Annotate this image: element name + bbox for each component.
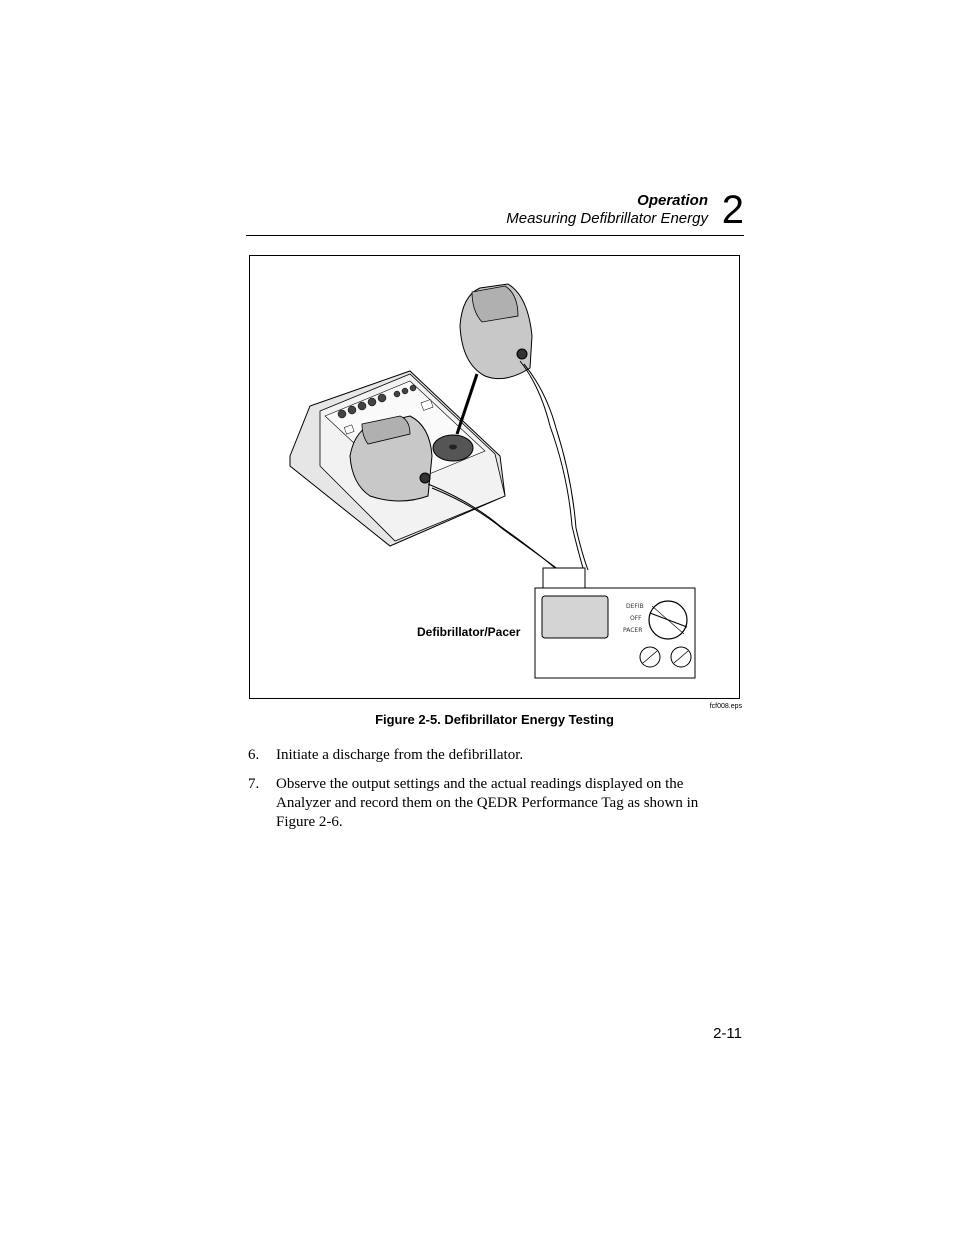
dial-label-defib: DEFIB bbox=[626, 603, 644, 610]
device-callout-label: Defibrillator/Pacer bbox=[417, 625, 521, 639]
page-number: 2-11 bbox=[713, 1025, 742, 1042]
procedure-steps bbox=[248, 746, 724, 842]
lower-paddle bbox=[350, 416, 432, 501]
header-text bbox=[506, 192, 708, 228]
chapter-number: 2 bbox=[721, 188, 744, 232]
defibrillator-pacer-device bbox=[535, 568, 695, 678]
step-number: 7. bbox=[248, 776, 260, 792]
upper-paddle bbox=[460, 284, 532, 379]
header-divider bbox=[246, 235, 744, 236]
dial-label-off: OFF bbox=[630, 615, 642, 622]
header-section-title: Operation bbox=[637, 192, 708, 209]
running-header bbox=[246, 188, 744, 236]
step-text: Initiate a discharge from the defibrillator. bbox=[276, 747, 524, 763]
step-number: 6. bbox=[248, 747, 260, 763]
figure-caption: Figure 2-5. Defibrillator Energy Testing bbox=[375, 712, 614, 727]
figure-filename: fcf008.eps bbox=[709, 703, 742, 710]
figure-frame bbox=[249, 255, 740, 699]
step-text: Observe the output settings and the actual readings displayed on the Analyzer and record them on the QEDR Performance Tag as shown in Figure 2-6. bbox=[276, 776, 699, 830]
step-item bbox=[248, 775, 724, 832]
dial-label-pacer: PACER bbox=[623, 627, 643, 634]
step-item bbox=[248, 746, 724, 765]
header-subsection-title: Measuring Defibrillator Energy bbox=[506, 210, 708, 227]
